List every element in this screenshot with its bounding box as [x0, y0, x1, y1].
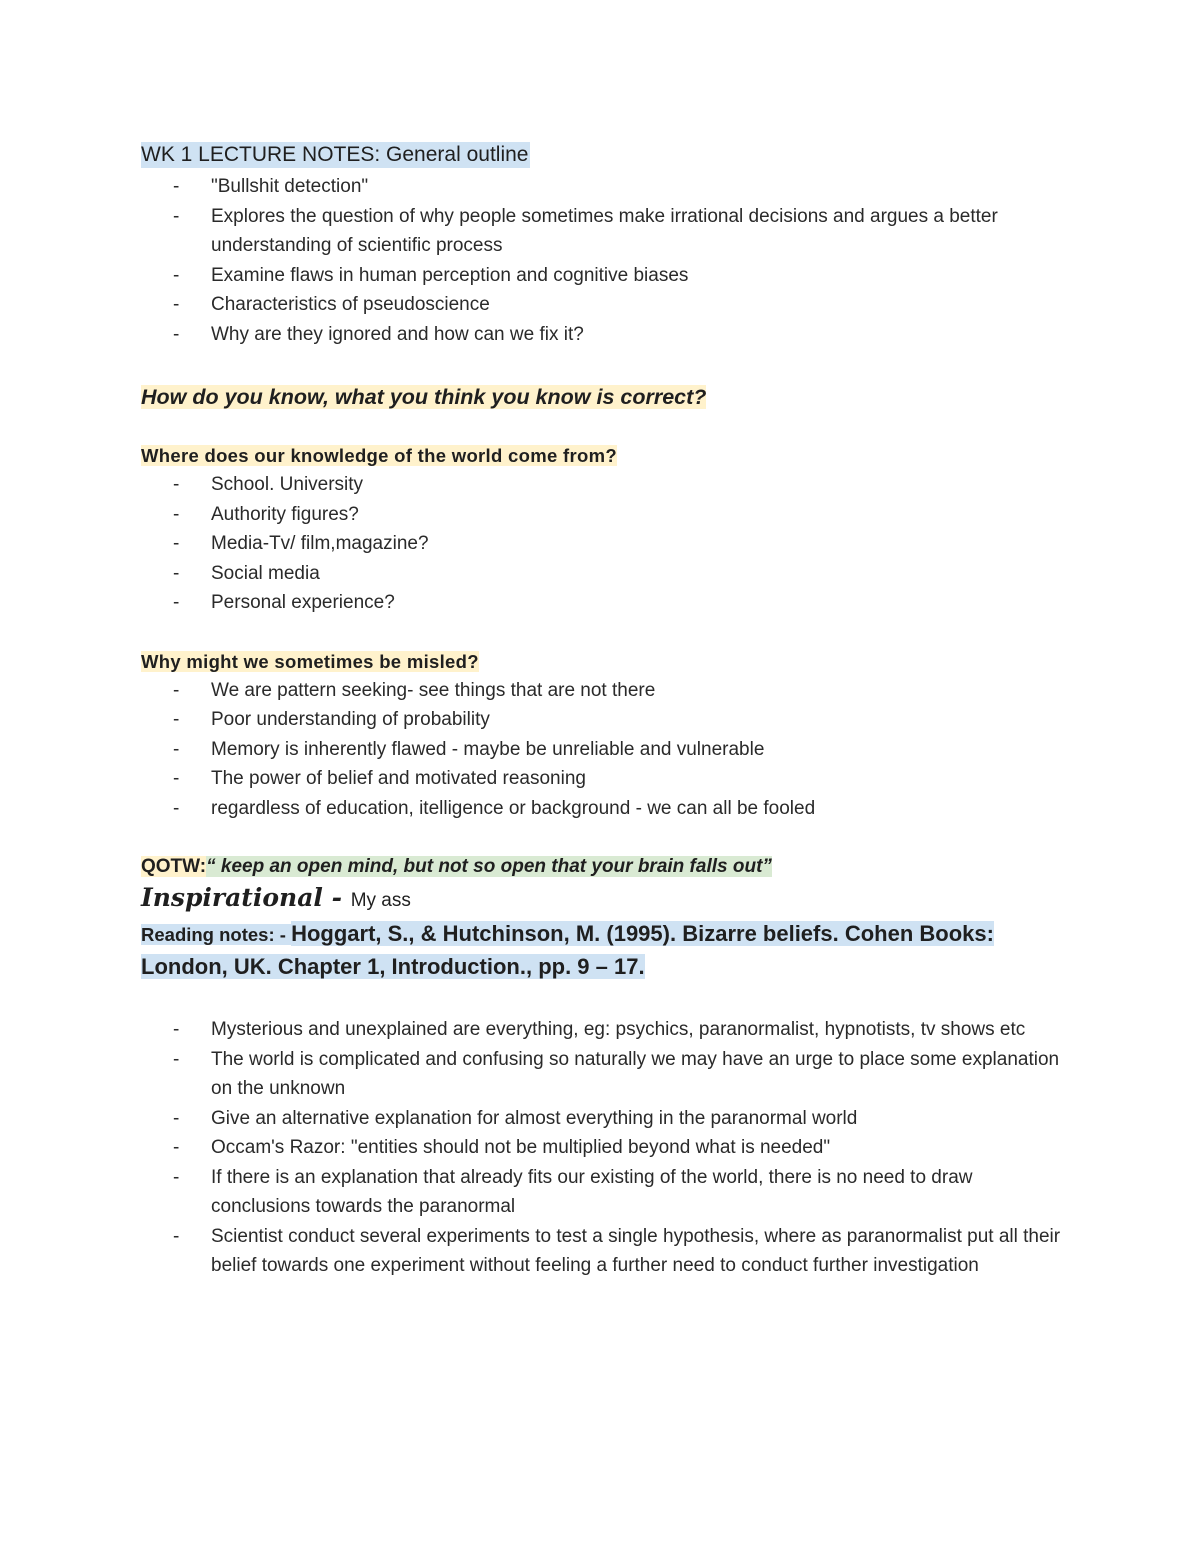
list-item-text: Social media	[211, 562, 320, 584]
page-title-text: WK 1 LECTURE NOTES: General outline	[141, 143, 529, 166]
list-item	[141, 764, 1071, 794]
dash-bullet: -	[173, 176, 180, 197]
dash-bullet: -	[173, 503, 180, 525]
knowledge-list	[141, 470, 1071, 618]
list-item	[141, 705, 1071, 735]
list-item-text: regardless of education, itelligence or background - we can all be fooled	[211, 797, 816, 819]
list-item-text: Media-Tv/ film,magazine?	[211, 533, 429, 554]
list-item-text: Characteristics of pseudoscience	[211, 294, 490, 315]
list-item	[141, 1045, 1071, 1104]
inspirational-tail: My ass	[350, 890, 411, 911]
key-question	[141, 382, 1071, 412]
dash-bullet: -	[173, 1225, 180, 1247]
outline-list	[141, 172, 1071, 349]
list-item	[141, 290, 1071, 320]
list-item-text: Occam's Razor: "entities should not be multiplied beyond what is needed"	[211, 1137, 831, 1158]
list-item-text: School. University	[211, 474, 364, 495]
list-item	[141, 1222, 1071, 1281]
list-item	[141, 559, 1071, 589]
reading-notes-heading	[141, 918, 1041, 983]
list-item-text: Examine flaws in human perception and cognitive biases	[211, 264, 689, 286]
list-item-text: If there is an explanation that already fits our existing of the world, there is no need to draw conclusions towards the paranormal	[211, 1166, 973, 1217]
list-item	[141, 529, 1071, 559]
dash-bullet: -	[173, 533, 180, 554]
list-item-text: Scientist conduct several experiments to test a single hypothesis, where as paranormalist put all their belief towards one experiment without feeling a further need to conduct further investigation	[211, 1225, 1061, 1276]
list-item	[141, 794, 1071, 824]
page-title	[141, 140, 1071, 170]
dash-bullet: -	[173, 1137, 180, 1158]
key-question-text: How do you know, what you think you know is correct?	[141, 385, 707, 409]
quote-of-the-week	[141, 853, 1071, 881]
list-item	[141, 588, 1071, 618]
dash-bullet: -	[173, 323, 180, 345]
list-item-text: Mysterious and unexplained are everything, eg: psychics, paranormalist, hypnotists, tv shows etc	[211, 1019, 1026, 1040]
list-item-text: Give an alternative explanation for almost everything in the paranormal world	[211, 1107, 858, 1129]
list-item	[141, 320, 1071, 350]
dash-bullet: -	[173, 1107, 180, 1129]
dash-bullet: -	[173, 1166, 180, 1188]
dash-bullet: -	[173, 679, 180, 701]
list-item	[141, 735, 1071, 765]
list-item-text: Why are they ignored and how can we fix it?	[211, 323, 584, 345]
document-page	[141, 140, 1071, 1281]
reading-notes-label: Reading notes: -	[141, 924, 292, 945]
list-item-text: The power of belief and motivated reasoning	[211, 768, 586, 789]
dash-bullet: -	[173, 474, 180, 495]
dash-bullet: -	[173, 592, 180, 613]
misled-heading	[141, 648, 1071, 676]
list-item-text: The world is complicated and confusing so naturally we may have an urge to place some explanation on the unknown	[211, 1048, 1060, 1099]
list-item	[141, 1015, 1071, 1045]
list-item-text: Explores the question of why people sometimes make irrational decisions and argues a better understanding of scientific process	[211, 205, 998, 256]
list-item-text: We are pattern seeking- see things that are not there	[211, 679, 656, 701]
list-item-text: Poor understanding of probability	[211, 709, 490, 730]
dash-bullet: -	[173, 709, 180, 730]
dash-bullet: -	[173, 264, 180, 286]
dash-bullet: -	[173, 1048, 180, 1070]
inspirational-line	[141, 881, 1071, 918]
dash-bullet: -	[173, 205, 180, 227]
knowledge-heading	[141, 442, 1071, 470]
qotw-quote: “ keep an open mind, but not so open that your brain falls out”	[206, 856, 772, 877]
dash-bullet: -	[173, 562, 180, 584]
list-item-text: Memory is inherently flawed - maybe be unreliable and vulnerable	[211, 738, 765, 760]
inspirational-label: Inspirational -	[141, 883, 342, 912]
reading-citation: Hoggart, S., & Hutchinson, M. (1995). Bizarre beliefs. Cohen Books: London, UK. Chapter 1, Introduction., pp. 9 – 17.	[141, 921, 994, 979]
dash-bullet: -	[173, 768, 180, 789]
dash-bullet: -	[173, 1019, 180, 1040]
list-item	[141, 1104, 1071, 1134]
list-item-text: Personal experience?	[211, 592, 395, 613]
list-item	[141, 676, 1071, 706]
list-item-text: Authority figures?	[211, 503, 359, 525]
list-item	[141, 1163, 1071, 1222]
reading-notes-list	[141, 1015, 1071, 1281]
qotw-label: QOTW:	[141, 856, 207, 877]
dash-bullet: -	[173, 738, 180, 760]
misled-list	[141, 676, 1071, 824]
list-item	[141, 1133, 1071, 1163]
list-item	[141, 500, 1071, 530]
knowledge-heading-text: Where does our knowledge of the world come from?	[141, 445, 617, 466]
list-item	[141, 172, 1071, 202]
list-item	[141, 470, 1071, 500]
list-item	[141, 261, 1071, 291]
misled-heading-text: Why might we sometimes be misled?	[141, 650, 479, 672]
list-item	[141, 202, 1071, 261]
list-item-text: "Bullshit detection"	[211, 176, 369, 197]
dash-bullet: -	[173, 797, 180, 819]
dash-bullet: -	[173, 294, 180, 315]
